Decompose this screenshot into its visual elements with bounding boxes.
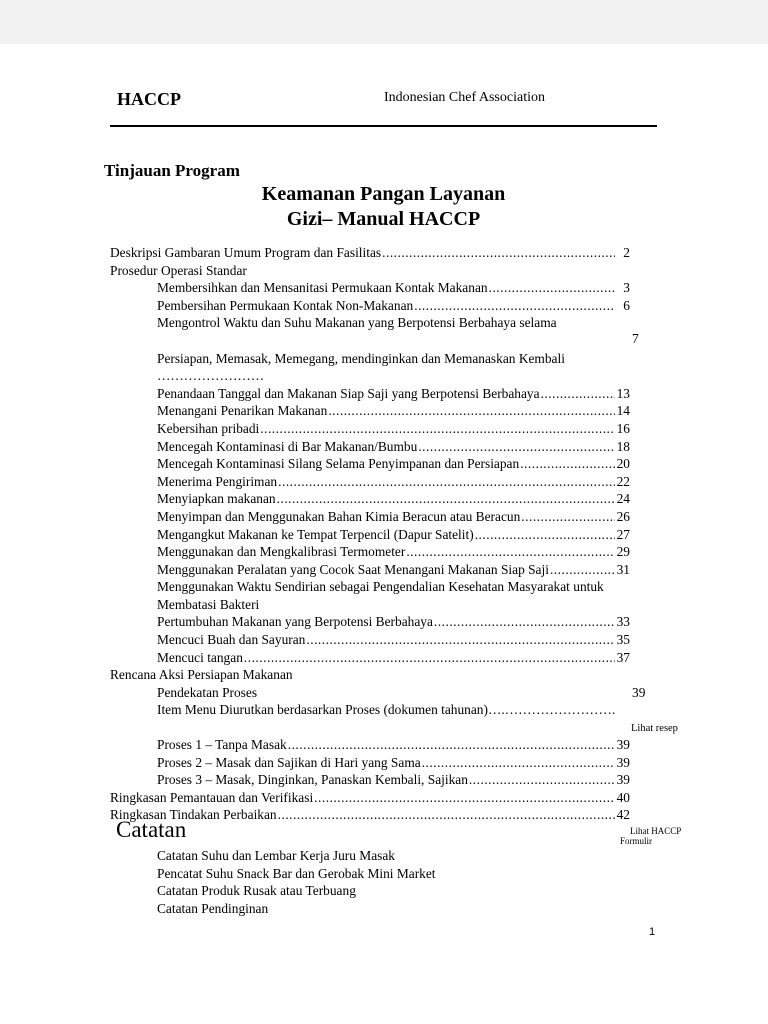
toc-entry-label: Menggunakan dan Mengkalibrasi Termometer (157, 544, 406, 560)
document-title-line2: Gizi– Manual HACCP (286, 208, 481, 230)
toc-entry-page: 6 (623, 297, 630, 313)
toc-entry-page: 42 (616, 807, 630, 823)
toc-entry[interactable] (110, 526, 630, 544)
toc-entry-label: Menerima Pengiriman (157, 473, 278, 489)
toc-entry-description[interactable] (110, 244, 630, 262)
dot-leader (414, 297, 615, 315)
list-item-label: Pencatat Suhu Snack Bar dan Gerobak Mini Market (157, 865, 436, 881)
toc-entry-page-row (110, 330, 639, 350)
dot-leader (469, 771, 615, 789)
toc-entry[interactable] (110, 631, 630, 649)
toc-entry-label: Proses 1 – Tanpa Masak (157, 737, 287, 753)
toc-entry[interactable] (110, 455, 630, 473)
table-of-contents (110, 244, 678, 824)
toc-entry-page: 20 (616, 456, 630, 472)
toc-entry-page: 33 (616, 614, 630, 630)
dot-leader: ….……………………. (487, 702, 616, 718)
toc-entry-continuation (110, 350, 630, 368)
toc-entry-label: Mengangkut Makanan ke Tempat Terpencil (Dapur Satelit) (157, 526, 474, 542)
document-page (0, 44, 768, 1024)
header-title: HACCP (117, 89, 181, 109)
toc-entry[interactable] (110, 420, 630, 438)
toc-entry-label: Deskripsi Gambaran Umum Program dan Fasilitas (110, 245, 382, 260)
toc-entry[interactable] (110, 490, 630, 508)
toc-entry-note: Lihat resep (631, 723, 678, 735)
toc-entry-label: Item Menu Diurutkan berdasarkan Proses (dokumen tahunan) (157, 702, 488, 718)
toc-entry-corrective[interactable] (110, 806, 630, 824)
toc-entry-page: 37 (616, 649, 630, 665)
toc-entry[interactable] (110, 649, 630, 667)
dot-leader (382, 244, 615, 262)
toc-entry-continuation (110, 596, 630, 614)
dot-leader (406, 543, 615, 561)
toc-entry-label: Pendekatan Proses (157, 684, 258, 700)
toc-entry-page: 7 (632, 330, 639, 346)
toc-entry-label: Pertumbuhan Makanan yang Berpotensi Berbahaya (157, 614, 433, 630)
toc-entry-page: 16 (616, 420, 630, 436)
toc-entry-label: Membatasi Bakteri (157, 596, 260, 612)
toc-entry-page: 26 (616, 508, 630, 524)
toc-entry-page: 13 (616, 385, 630, 401)
toc-entry-page: 18 (616, 438, 630, 454)
toc-section-plan: Rencana Aksi Persiapan Makanan (110, 667, 293, 683)
toc-entry[interactable] (110, 385, 630, 403)
toc-entry-label: Proses 2 – Masak dan Sajikan di Hari yang Sama (157, 754, 421, 770)
list-item-label: Catatan Suhu dan Lembar Kerja Juru Masak (157, 848, 395, 863)
dot-leader (541, 385, 615, 403)
dot-leader (288, 736, 615, 754)
dot-leader (278, 473, 615, 491)
header-organization: Indonesian Chef Association (384, 90, 545, 105)
dot-leader: …………………… (157, 368, 265, 384)
toc-entry[interactable] (110, 473, 630, 491)
page-number: 1 (649, 926, 656, 938)
toc-entry-page: 27 (616, 526, 630, 542)
dot-leader (489, 279, 615, 297)
toc-entry[interactable] (110, 771, 630, 789)
toc-entry-label: Mencuci tangan (157, 649, 243, 665)
catatan-heading: Catatan (116, 817, 187, 842)
toc-entry-page: 40 (616, 789, 630, 805)
toc-entry-label: Menyimpan dan Menggunakan Bahan Kimia Beracun atau Beracun (157, 508, 521, 524)
toc-entry-label: Ringkasan Tindakan Perbaikan (110, 807, 277, 823)
dot-leader (475, 526, 615, 544)
toc-entry-label: Menggunakan Waktu Sendirian sebagai Pengendalian Kesehatan Masyarakat untuk (157, 579, 604, 595)
toc-entry[interactable] (110, 402, 630, 420)
toc-entry-page: 3 (623, 280, 630, 296)
toc-entry-page: 2 (623, 245, 630, 260)
toc-entry-label: Mencuci Buah dan Sayuran (157, 632, 306, 648)
toc-entry[interactable] (110, 438, 630, 456)
toc-entry[interactable] (110, 578, 630, 596)
overview-heading: Tinjauan Program (104, 161, 240, 180)
list-item (110, 847, 630, 865)
toc-entry-page: 31 (616, 561, 630, 577)
toc-entry[interactable] (110, 543, 630, 561)
toc-entry[interactable] (110, 279, 630, 297)
header-rule (110, 125, 657, 127)
document-title-line1: Keamanan Pangan Layanan (261, 183, 506, 205)
toc-section-sop: Prosedur Operasi Standar (110, 262, 247, 278)
toc-entry-page: 35 (616, 632, 630, 648)
hint-line: Formulir (620, 836, 653, 846)
toc-entry-label: Mencegah Kontaminasi Silang Selama Penyimpanan dan Persiapan (157, 456, 520, 472)
catatan-list (110, 847, 630, 917)
list-item (110, 882, 630, 900)
toc-entry-page: 29 (616, 544, 630, 560)
toc-entry-label: Menangani Penarikan Makanan (157, 403, 328, 419)
toc-entry-page: 24 (616, 491, 630, 507)
toc-entry-label: Pembersihan Permukaan Kontak Non-Makanan (157, 297, 414, 313)
toc-entry-label: Membersihkan dan Mensanitasi Permukaan Kontak Makanan (157, 280, 488, 296)
toc-entry-label: Penandaan Tanggal dan Makanan Siap Saji yang Berpotensi Berbahaya (157, 385, 540, 401)
toc-entry-label: Menyiapkan makanan (157, 491, 276, 507)
toc-entry[interactable] (110, 754, 630, 772)
toc-entry[interactable] (110, 736, 630, 754)
toc-entry-label: Mencegah Kontaminasi di Bar Makanan/Bumbu (157, 438, 418, 454)
toc-entry-label: Kebersihan pribadi (157, 420, 260, 436)
catatan-hint (620, 826, 681, 846)
list-item-label: Catatan Pendinginan (157, 900, 269, 916)
toc-entry-label: Ringkasan Pemantauan dan Verifikasi (110, 789, 314, 805)
toc-entry-monitoring[interactable] (110, 789, 630, 807)
dot-leader (521, 508, 615, 526)
toc-entry-label: Persiapan, Memasak, Memegang, mendinginkan dan Memanaskan Kembali (157, 350, 565, 366)
toc-entry[interactable] (110, 684, 646, 702)
dot-leader (328, 402, 615, 420)
toc-entry-note-row (110, 719, 678, 736)
dot-leader (314, 789, 615, 807)
hint-line: Lihat HACCP (630, 826, 682, 836)
toc-entry-page: 39 (632, 684, 646, 700)
list-item-label: Catatan Produk Rusak atau Terbuang (157, 883, 356, 899)
toc-entry-continuation (110, 367, 630, 385)
list-item (110, 900, 630, 918)
dot-leader (260, 420, 615, 438)
toc-entry[interactable] (110, 508, 630, 526)
toc-entry-label: Proses 3 – Masak, Dinginkan, Panaskan Kembali, Sajikan (157, 772, 468, 788)
dot-leader (306, 631, 615, 649)
dot-leader (550, 561, 615, 579)
dot-leader (244, 649, 615, 667)
dot-leader (434, 613, 615, 631)
dot-leader (418, 438, 615, 456)
toc-entry[interactable] (110, 561, 630, 579)
dot-leader (520, 455, 615, 473)
dot-leader (422, 754, 615, 772)
toc-entry-page: 14 (616, 403, 630, 419)
toc-entry-page: 22 (616, 473, 630, 489)
toc-entry-label: Menggunakan Peralatan yang Cocok Saat Menangani Makanan Siap Saji (157, 561, 549, 577)
toc-entry-page: 39 (616, 754, 630, 770)
toc-entry-label: Mengontrol Waktu dan Suhu Makanan yang Berpotensi Berbahaya selama (157, 315, 557, 331)
toc-entry-continuation[interactable] (110, 613, 630, 631)
toc-entry-page: 39 (616, 737, 630, 753)
dot-leader (277, 490, 615, 508)
list-item (110, 865, 630, 883)
toc-entry[interactable] (110, 297, 630, 315)
toc-entry[interactable] (110, 314, 630, 332)
dot-leader (278, 806, 615, 824)
toc-entry[interactable] (110, 701, 630, 719)
toc-entry-page: 39 (616, 772, 630, 788)
